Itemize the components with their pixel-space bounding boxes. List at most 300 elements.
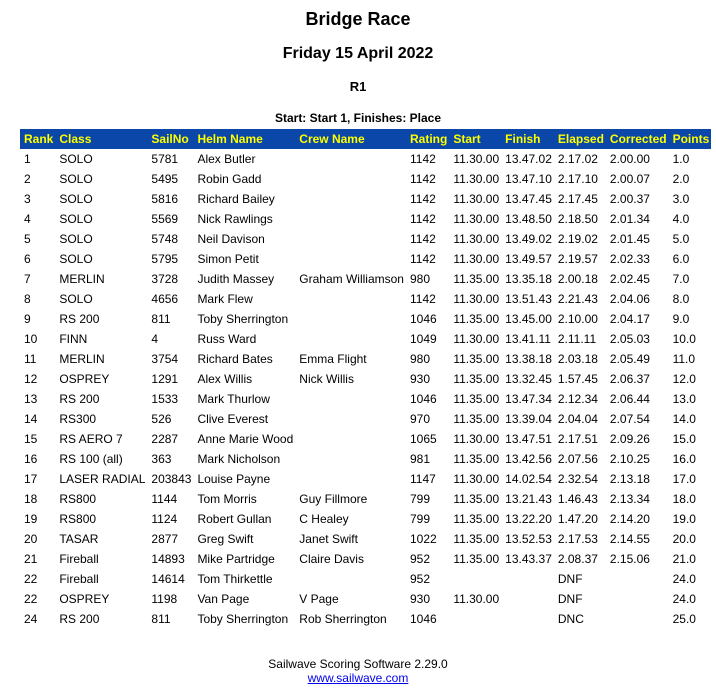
cell-finish: 13.38.18 <box>505 352 552 366</box>
cell-helm: Robin Gadd <box>197 172 262 186</box>
cell-start: 11.35.00 <box>453 352 500 366</box>
cell-sailno: 2287 <box>151 432 179 446</box>
cell-sailno: 5781 <box>151 152 179 166</box>
cell-start: 11.35.00 <box>453 272 500 286</box>
cell-sailno: 5795 <box>151 252 179 266</box>
cell-rating: 930 <box>409 592 431 606</box>
cell-rating: 980 <box>409 352 431 366</box>
cell-finish: 13.51.43 <box>505 292 552 306</box>
cell-helm: Anne Marie Wood <box>197 432 294 446</box>
cell-helm: Mark Nicholson <box>197 452 281 466</box>
cell-helm: Mark Thurlow <box>197 392 270 406</box>
col-header-rating: Rating <box>406 129 449 149</box>
cell-corrected: 2.01.34 <box>609 212 650 226</box>
cell-class: Fireball <box>59 572 99 586</box>
cell-elapsed: DNC <box>557 612 584 626</box>
cell-corrected <box>606 569 669 589</box>
table-row <box>20 149 711 169</box>
cell-rank: 9 <box>24 312 31 326</box>
cell-crew <box>295 389 406 409</box>
cell-sailno: 2877 <box>151 532 179 546</box>
cell-rating: 930 <box>409 372 431 386</box>
cell-finish <box>501 589 554 609</box>
cell-rank: 8 <box>24 292 31 306</box>
col-header-points: Points <box>669 129 712 149</box>
cell-points: 20.0 <box>672 532 696 546</box>
cell-points: 10.0 <box>672 332 696 346</box>
cell-start: 11.30.00 <box>453 192 500 206</box>
cell-points: 5.0 <box>672 232 690 246</box>
cell-sailno: 1291 <box>151 372 179 386</box>
cell-class: RS 200 <box>59 612 100 626</box>
cell-crew <box>295 209 406 229</box>
table-row <box>20 329 711 349</box>
cell-crew <box>295 169 406 189</box>
cell-elapsed: 2.17.51 <box>557 432 598 446</box>
cell-rating: 1142 <box>409 292 436 306</box>
cell-elapsed: 2.17.10 <box>557 172 598 186</box>
cell-finish: 13.49.57 <box>505 252 552 266</box>
table-row <box>20 549 711 569</box>
cell-points: 9.0 <box>672 312 690 326</box>
cell-corrected: 2.07.54 <box>609 412 650 426</box>
cell-points: 18.0 <box>672 492 696 506</box>
cell-sailno: 3728 <box>151 272 179 286</box>
cell-finish: 13.49.02 <box>505 232 552 246</box>
col-header-crew: Crew Name <box>295 129 406 149</box>
cell-crew <box>295 469 406 489</box>
cell-class: RS AERO 7 <box>59 432 123 446</box>
cell-helm: Tom Morris <box>197 492 257 506</box>
cell-finish <box>501 609 554 629</box>
cell-helm: Richard Bates <box>197 352 273 366</box>
cell-start: 11.35.00 <box>453 372 500 386</box>
cell-helm: Nick Rawlings <box>197 212 273 226</box>
cell-class: SOLO <box>59 192 93 206</box>
cell-crew <box>295 229 406 249</box>
table-row <box>20 489 711 509</box>
cell-elapsed: 2.17.53 <box>557 532 598 546</box>
table-row <box>20 589 711 609</box>
cell-start: 11.30.00 <box>453 472 500 486</box>
cell-start: 11.30.00 <box>453 212 500 226</box>
cell-start: 11.30.00 <box>453 232 500 246</box>
cell-elapsed: 2.17.02 <box>557 152 598 166</box>
cell-start: 11.35.00 <box>453 512 500 526</box>
cell-finish: 13.35.18 <box>505 272 552 286</box>
cell-start: 11.35.00 <box>453 552 500 566</box>
cell-corrected <box>606 609 669 629</box>
table-row <box>20 469 711 489</box>
cell-crew: Janet Swift <box>299 532 358 546</box>
cell-elapsed: 2.00.18 <box>557 272 598 286</box>
cell-corrected: 2.00.07 <box>609 172 650 186</box>
cell-corrected: 2.10.25 <box>609 452 650 466</box>
cell-start: 11.35.00 <box>453 452 500 466</box>
cell-helm: Alex Willis <box>197 372 253 386</box>
cell-corrected: 2.05.03 <box>609 332 650 346</box>
cell-rank: 5 <box>24 232 31 246</box>
cell-rank: 3 <box>24 192 31 206</box>
table-row <box>20 349 711 369</box>
cell-start: 11.30.00 <box>453 152 500 166</box>
cell-sailno: 5569 <box>151 212 179 226</box>
cell-rank: 2 <box>24 172 31 186</box>
cell-helm: Robert Gullan <box>197 512 272 526</box>
cell-class: SOLO <box>59 232 93 246</box>
cell-start: 11.30.00 <box>453 252 500 266</box>
cell-class: OSPREY <box>59 592 110 606</box>
cell-helm: Mark Flew <box>197 292 253 306</box>
table-row <box>20 429 711 449</box>
cell-rank: 7 <box>24 272 31 286</box>
cell-elapsed: 2.32.54 <box>557 472 598 486</box>
cell-finish: 13.47.34 <box>505 392 552 406</box>
cell-finish: 13.45.00 <box>505 312 552 326</box>
cell-helm: Tom Thirkettle <box>197 572 273 586</box>
cell-finish: 13.48.50 <box>505 212 552 226</box>
software-credit: Sailwave Scoring Software 2.29.0 <box>268 657 448 671</box>
cell-rank: 6 <box>24 252 31 266</box>
cell-corrected: 2.06.44 <box>609 392 650 406</box>
cell-corrected: 2.15.06 <box>609 552 650 566</box>
col-header-corrected: Corrected <box>606 129 669 149</box>
cell-elapsed: DNF <box>557 572 583 586</box>
cell-corrected: 2.04.17 <box>609 312 650 326</box>
cell-class: TASAR <box>59 532 99 546</box>
cell-corrected: 2.13.34 <box>609 492 650 506</box>
cell-sailno: 5748 <box>151 232 179 246</box>
cell-rating: 799 <box>409 512 431 526</box>
table-row <box>20 289 711 309</box>
cell-corrected: 2.00.37 <box>609 192 650 206</box>
cell-sailno: 811 <box>151 312 171 326</box>
cell-crew: Emma Flight <box>299 352 367 366</box>
cell-helm: Judith Massey <box>197 272 275 286</box>
cell-rank: 18 <box>24 492 38 506</box>
cell-finish: 13.47.02 <box>505 152 552 166</box>
cell-elapsed: 1.47.20 <box>557 512 598 526</box>
cell-rank: 14 <box>24 412 38 426</box>
cell-class: RS300 <box>59 412 97 426</box>
results-table <box>20 129 711 629</box>
cell-class: SOLO <box>59 172 93 186</box>
cell-rating: 1142 <box>409 192 436 206</box>
cell-elapsed: 2.07.56 <box>557 452 598 466</box>
cell-rating: 1046 <box>409 392 437 406</box>
cell-rank: 1 <box>24 152 31 166</box>
table-row <box>20 189 711 209</box>
cell-crew <box>295 309 406 329</box>
cell-finish: 14.02.54 <box>505 472 552 486</box>
cell-elapsed: 2.11.11 <box>557 332 597 346</box>
cell-sailno: 4 <box>151 332 159 346</box>
cell-sailno: 1198 <box>151 592 178 606</box>
cell-helm: Mike Partridge <box>197 552 275 566</box>
cell-elapsed: 2.17.45 <box>557 192 598 206</box>
cell-elapsed: 2.18.50 <box>557 212 598 226</box>
cell-crew <box>295 189 406 209</box>
cell-helm: Greg Swift <box>197 532 254 546</box>
cell-finish: 13.22.20 <box>505 512 552 526</box>
cell-rating: 952 <box>409 552 431 566</box>
col-header-start: Start <box>449 129 501 149</box>
cell-points: 15.0 <box>672 432 696 446</box>
cell-class: RS 100 (all) <box>59 452 123 466</box>
col-header-helm: Helm Name <box>193 129 295 149</box>
table-row <box>20 569 711 589</box>
cell-corrected: 2.05.49 <box>609 352 650 366</box>
cell-rank: 15 <box>24 432 38 446</box>
cell-class: MERLIN <box>59 352 105 366</box>
col-header-elapsed: Elapsed <box>554 129 606 149</box>
cell-corrected: 2.14.55 <box>609 532 650 546</box>
cell-points: 24.0 <box>672 572 696 586</box>
table-row <box>20 229 711 249</box>
table-row <box>20 369 711 389</box>
cell-rating: 952 <box>409 572 431 586</box>
cell-corrected: 2.06.37 <box>609 372 650 386</box>
cell-points: 14.0 <box>672 412 696 426</box>
cell-finish: 13.41.11 <box>505 332 551 346</box>
cell-corrected: 2.02.33 <box>609 252 650 266</box>
cell-start: 11.35.00 <box>453 392 500 406</box>
cell-rank: 21 <box>24 552 38 566</box>
cell-rating: 1142 <box>409 252 436 266</box>
cell-points: 4.0 <box>672 212 690 226</box>
cell-points: 25.0 <box>672 612 696 626</box>
cell-start: 11.30.00 <box>453 332 500 346</box>
cell-points: 7.0 <box>672 272 690 286</box>
cell-corrected <box>606 589 669 609</box>
cell-sailno: 203843 <box>151 472 192 486</box>
cell-finish: 13.52.53 <box>505 532 552 546</box>
start-info: Start: Start 1, Finishes: Place <box>274 111 442 125</box>
table-row <box>20 169 711 189</box>
cell-elapsed: 2.19.57 <box>557 252 598 266</box>
cell-helm: Alex Butler <box>197 152 256 166</box>
cell-elapsed: 2.12.34 <box>557 392 598 406</box>
cell-rank: 16 <box>24 452 38 466</box>
cell-finish: 13.47.45 <box>505 192 552 206</box>
cell-rating: 1065 <box>409 432 437 446</box>
cell-class: RS800 <box>59 512 97 526</box>
cell-points: 11.0 <box>672 352 696 366</box>
cell-crew <box>295 569 406 589</box>
cell-class: SOLO <box>59 152 93 166</box>
cell-class: Fireball <box>59 552 99 566</box>
cell-class: SOLO <box>59 252 93 266</box>
cell-rank: 20 <box>24 532 38 546</box>
cell-rank: 24 <box>24 612 38 626</box>
cell-sailno: 14893 <box>151 552 185 566</box>
cell-elapsed: 2.21.43 <box>557 292 598 306</box>
cell-crew: Rob Sherrington <box>299 612 387 626</box>
cell-rank: 19 <box>24 512 38 526</box>
cell-crew: Claire Davis <box>299 552 364 566</box>
cell-points: 2.0 <box>672 172 690 186</box>
cell-crew: Nick Willis <box>299 372 354 386</box>
cell-sailno: 14614 <box>151 572 185 586</box>
cell-points: 24.0 <box>672 592 696 606</box>
cell-points: 8.0 <box>672 292 690 306</box>
cell-elapsed: 2.10.00 <box>557 312 598 326</box>
cell-crew <box>295 249 406 269</box>
cell-elapsed: 2.03.18 <box>557 352 598 366</box>
cell-corrected: 2.14.20 <box>609 512 650 526</box>
cell-crew: Graham Williamson <box>299 272 404 286</box>
table-row <box>20 509 711 529</box>
cell-sailno: 5816 <box>151 192 179 206</box>
cell-elapsed: 2.19.02 <box>557 232 598 246</box>
cell-finish: 13.32.45 <box>505 372 552 386</box>
cell-points: 19.0 <box>672 512 696 526</box>
cell-helm: Clive Everest <box>197 412 269 426</box>
cell-elapsed: 1.57.45 <box>557 372 598 386</box>
cell-rank: 13 <box>24 392 38 406</box>
race-date: Friday 15 April 2022 <box>282 45 434 62</box>
cell-helm: Louise Payne <box>197 472 271 486</box>
cell-sailno: 1533 <box>151 392 179 406</box>
cell-start <box>449 609 501 629</box>
cell-crew: V Page <box>299 592 339 606</box>
cell-rank: 10 <box>24 332 38 346</box>
cell-points: 6.0 <box>672 252 690 266</box>
cell-rating: 1142 <box>409 152 436 166</box>
cell-start: 11.35.00 <box>453 312 500 326</box>
cell-sailno: 1144 <box>151 492 178 506</box>
cell-class: LASER RADIAL <box>59 472 146 486</box>
table-row <box>20 449 711 469</box>
cell-helm: Richard Bailey <box>197 192 275 206</box>
cell-points: 12.0 <box>672 372 696 386</box>
cell-rating: 1046 <box>409 612 437 626</box>
cell-finish: 13.21.43 <box>505 492 552 506</box>
table-row <box>20 389 711 409</box>
footer <box>0 657 716 685</box>
cell-helm: Toby Sherrington <box>197 312 289 326</box>
cell-crew <box>295 289 406 309</box>
cell-sailno: 363 <box>151 452 172 466</box>
cell-sailno: 811 <box>151 612 171 626</box>
cell-crew: Guy Fillmore <box>299 492 368 506</box>
cell-rating: 1022 <box>409 532 437 546</box>
cell-rating: 980 <box>409 272 431 286</box>
cell-crew: C Healey <box>299 512 349 526</box>
cell-points: 16.0 <box>672 452 696 466</box>
cell-corrected: 2.13.18 <box>609 472 650 486</box>
cell-points: 1.0 <box>672 152 690 166</box>
cell-helm: Russ Ward <box>197 332 257 346</box>
cell-elapsed: 1.46.43 <box>557 492 598 506</box>
table-row <box>20 609 711 629</box>
cell-crew <box>295 409 406 429</box>
cell-crew <box>295 449 406 469</box>
table-row <box>20 309 711 329</box>
cell-helm: Toby Sherrington <box>197 612 289 626</box>
cell-class: FINN <box>59 332 88 346</box>
cell-class: SOLO <box>59 292 93 306</box>
cell-corrected: 2.00.00 <box>609 152 650 166</box>
cell-helm: Simon Petit <box>197 252 259 266</box>
cell-finish: 13.39.04 <box>505 412 552 426</box>
cell-start: 11.35.00 <box>453 492 500 506</box>
cell-start: 11.30.00 <box>453 172 500 186</box>
cell-rank: 22 <box>24 592 38 606</box>
table-row <box>20 209 711 229</box>
cell-start: 11.30.00 <box>453 292 500 306</box>
cell-helm: Van Page <box>197 592 250 606</box>
cell-sailno: 1124 <box>151 512 178 526</box>
table-row <box>20 409 711 429</box>
cell-finish: 13.47.51 <box>505 432 552 446</box>
cell-points: 21.0 <box>672 552 696 566</box>
table-row <box>20 269 711 289</box>
col-header-finish: Finish <box>501 129 554 149</box>
cell-rating: 981 <box>409 452 431 466</box>
cell-rating: 1142 <box>409 212 436 226</box>
cell-class: OSPREY <box>59 372 110 386</box>
cell-corrected: 2.09.26 <box>609 432 650 446</box>
cell-elapsed: DNF <box>557 592 583 606</box>
cell-class: RS 200 <box>59 392 100 406</box>
page-title: Bridge Race <box>305 9 411 29</box>
cell-start: 11.30.00 <box>453 592 500 606</box>
cell-corrected: 2.02.45 <box>609 272 650 286</box>
cell-points: 3.0 <box>672 192 690 206</box>
table-row <box>20 529 711 549</box>
cell-finish <box>501 569 554 589</box>
cell-rating: 799 <box>409 492 431 506</box>
cell-crew <box>295 329 406 349</box>
cell-rank: 12 <box>24 372 38 386</box>
cell-rating: 1049 <box>409 332 437 346</box>
cell-sailno: 5495 <box>151 172 179 186</box>
cell-class: RS800 <box>59 492 97 506</box>
sailwave-link[interactable]: www.sailwave.com <box>307 671 409 685</box>
col-header-sailno: SailNo <box>147 129 193 149</box>
cell-helm: Neil Davison <box>197 232 265 246</box>
cell-sailno: 526 <box>151 412 172 426</box>
cell-elapsed: 2.04.04 <box>557 412 598 426</box>
cell-points: 17.0 <box>672 472 696 486</box>
cell-corrected: 2.01.45 <box>609 232 650 246</box>
cell-rank: 11 <box>24 352 37 366</box>
cell-start: 11.35.00 <box>453 412 500 426</box>
cell-finish: 13.42.56 <box>505 452 552 466</box>
cell-crew <box>295 149 406 169</box>
cell-rank: 4 <box>24 212 31 226</box>
results-body <box>20 149 711 629</box>
cell-start: 11.30.00 <box>453 432 500 446</box>
header-row <box>20 129 711 149</box>
cell-rating: 1142 <box>409 232 436 246</box>
cell-rating: 1142 <box>409 172 436 186</box>
cell-rank: 22 <box>24 572 38 586</box>
cell-elapsed: 2.08.37 <box>557 552 598 566</box>
cell-class: RS 200 <box>59 312 100 326</box>
cell-class: SOLO <box>59 212 93 226</box>
cell-sailno: 4656 <box>151 292 179 306</box>
cell-corrected: 2.04.06 <box>609 292 650 306</box>
cell-finish: 13.43.37 <box>505 552 552 566</box>
cell-crew <box>295 429 406 449</box>
cell-points: 13.0 <box>672 392 696 406</box>
cell-rating: 1147 <box>409 472 436 486</box>
col-header-class: Class <box>55 129 147 149</box>
cell-class: MERLIN <box>59 272 105 286</box>
cell-start: 11.35.00 <box>453 532 500 546</box>
